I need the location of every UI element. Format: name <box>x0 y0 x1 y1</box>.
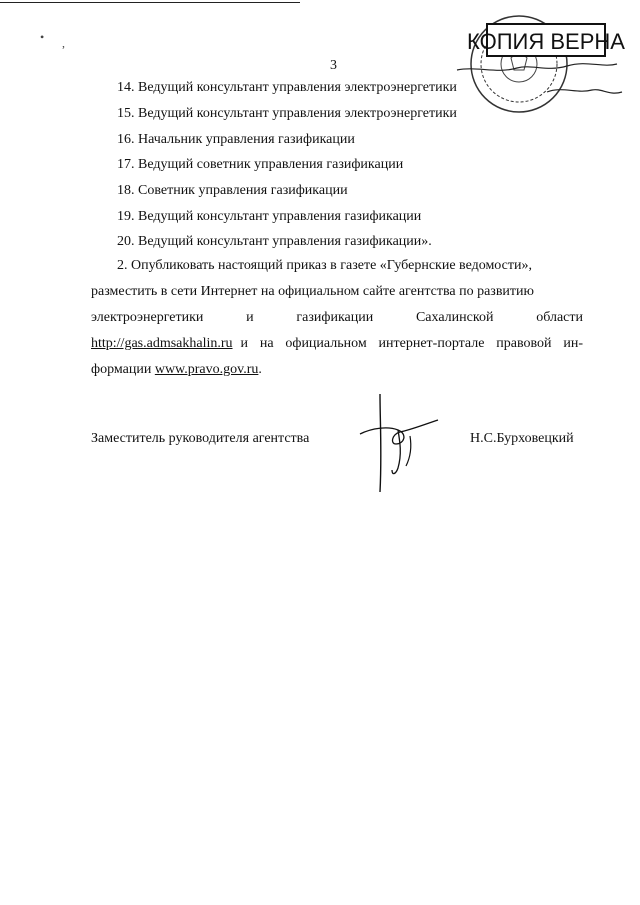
indent <box>91 253 117 279</box>
stamp-label: КОПИЯ ВЕРНА <box>467 29 625 54</box>
word: Сахалинской <box>415 310 494 325</box>
list-item: 20. Ведущий консультант управления газификации». <box>117 234 432 249</box>
scan-speck: , <box>62 36 65 50</box>
paragraph-text: 2. Опубликовать настоящий приказ в газете «Губернские ведомости», <box>117 258 532 273</box>
page-number: 3 <box>330 58 337 73</box>
paragraph-line <box>91 305 583 331</box>
pravo-link[interactable]: www.pravo.gov.ru <box>154 362 259 377</box>
list-item: 15. Ведущий консультант управления электроэнергетики <box>117 106 457 121</box>
certified-copy-stamp <box>437 8 637 126</box>
paragraph-line: разместить в сети Интернет на официальном сайте агентства по развитию <box>91 284 534 299</box>
list-item: 16. Начальник управления газификации <box>117 132 355 147</box>
word: газификации <box>296 310 374 325</box>
scan-speck: • <box>40 30 45 44</box>
signatory-name: Н.С.Бурховецкий <box>470 431 574 446</box>
paragraph-line <box>91 331 583 357</box>
word: электроэнергетики <box>91 310 204 325</box>
list-item: 14. Ведущий консультант управления электроэнергетики <box>117 80 457 95</box>
word: и <box>246 310 254 325</box>
paragraph-line <box>91 357 583 383</box>
signatory-title: Заместитель руководителя агентства <box>91 431 310 446</box>
list-item: 19. Ведущий консультант управления газификации <box>117 209 422 224</box>
publication-paragraph <box>91 253 583 383</box>
word: области <box>536 310 583 325</box>
paragraph-text: и на официальном интернет-портале правовой ин- <box>240 336 583 351</box>
list-item: 17. Ведущий советник управления газификации <box>117 157 404 172</box>
handwritten-signature <box>358 392 448 497</box>
top-rule <box>0 2 300 3</box>
paragraph-text: формации <box>91 362 152 377</box>
paragraph-text: . <box>258 362 262 377</box>
list-item: 18. Советник управления газификации <box>117 183 348 198</box>
agency-site-link[interactable]: http://gas.admsakhalin.ru <box>91 336 233 351</box>
paragraph-line <box>91 253 583 279</box>
